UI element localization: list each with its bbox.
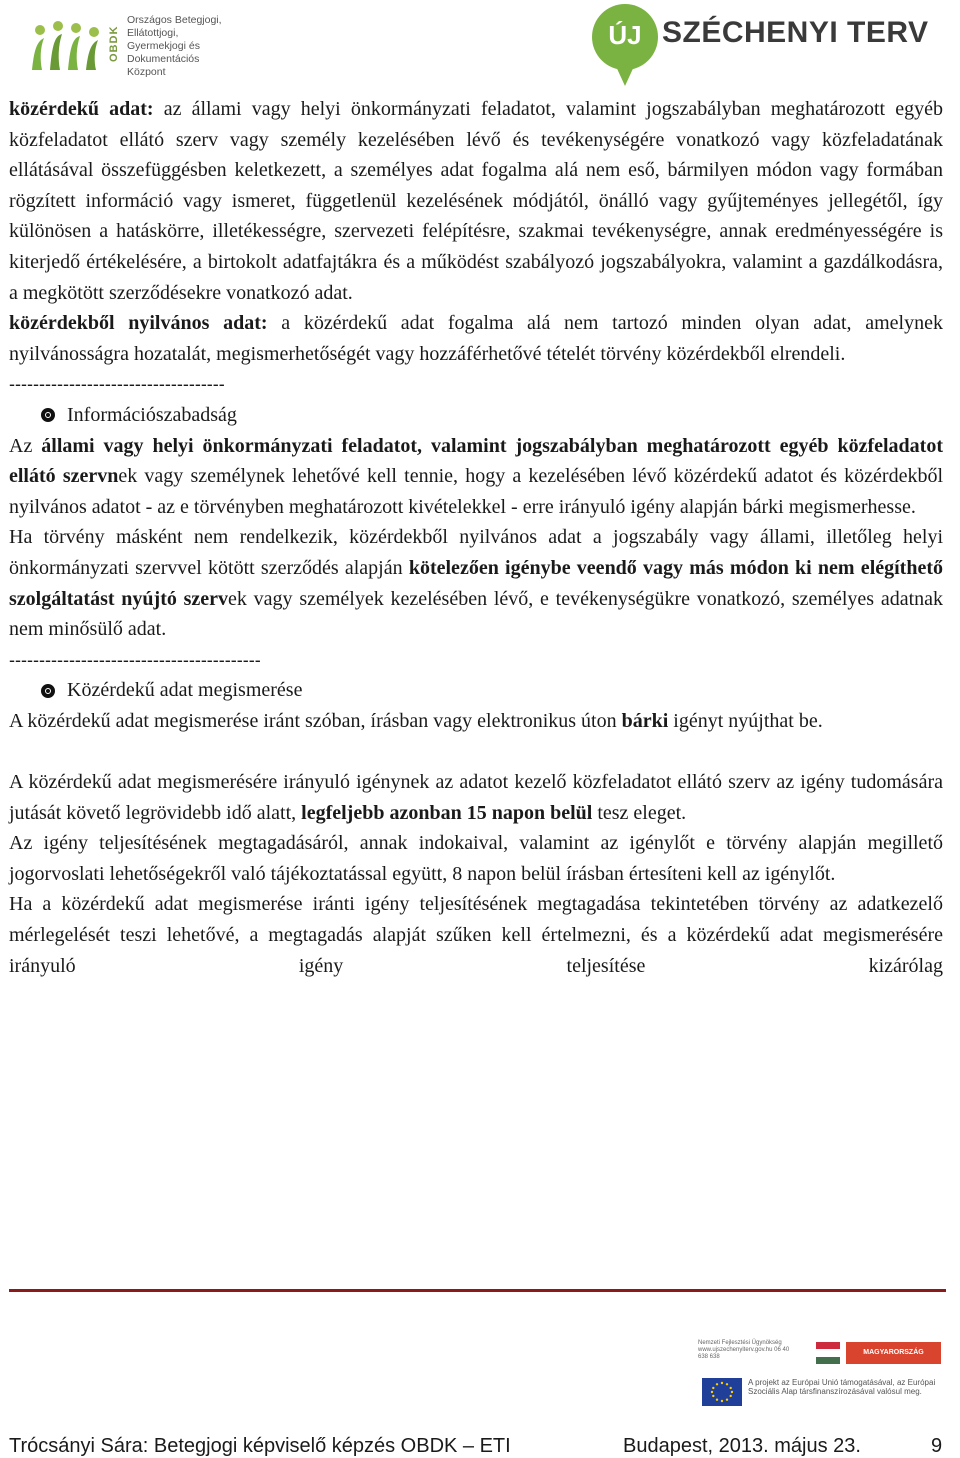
obdk-vertical-label: OBDK [108,25,120,63]
szechenyi-badge-pointer [614,62,636,86]
szechenyi-uj-label: ÚJ [608,20,642,50]
obdk-line: Ellátottjogi, Gyermekjogi és [127,27,200,52]
separator-line: ------------------------------------------ [9,649,261,670]
footer-date: Budapest, 2013. május 23. [623,1435,861,1457]
definition-text: az állami vagy helyi önkormányzati feladatot, valamint jogszabályban meghatározott egyéb közfeladatot ellátó szerv vagy személy kezelésében lévő és tevékenységére vonatkozó vagy közfeladatának ellátásával összefüggésben keletkezett, a személyes adat fogalma alá nem eső, bármilyen módon vagy formában rögzített információ vagy ismeret, függetlenül kezelésének módjától, önálló vagy gyűjteményes jellegétől, így különösen a hatáskörre, illetékességre, szervezeti felépítésre, szakmai tevékenységre, annak eredményességére is kiterjedő értékelésére, a birtokolt adatfajtákra és a működést szabályozó jogszabályokra, valamint a gazdálkodásra, a megkötött szerződésekre vonatkozó adat. [9,98,943,304]
text-run: ek vagy személynek lehetővé kell tennie, hogy a kezelésében lévő közérdekű adatot és közérdekből nyilvános adatot - az e törvényben meghatározott kivételekkel - erre irányuló igény alapján bárki megismerhesse. [9,465,944,518]
paragraph [9,767,943,828]
text-run: igényt nyújthat be. [668,709,823,732]
obdk-line: Dokumentációs Központ [127,53,200,78]
separator-line: ------------------------------------ [9,374,225,395]
text-run: A közérdekű adat megismerése iránt szóban, írásban vagy elektronikus úton [9,709,622,732]
definition-text: a közérdekű adat fogalma alá nem tartozó minden olyan adat, amelynek nyilvánosságra hozatalát, megismerhetőségét vagy hozzáférhetővé tételét törvény közérdekből elrendeli. [9,312,943,365]
eu-funding-notice: A projekt az Európai Unió támogatásával, az Európai Szociális Alap társfinanszírozásával valósul meg. [748,1378,936,1396]
bold-run: bárki [621,709,669,732]
definition-term: közérdekű adat: [9,98,154,120]
magyarorszag-megujul-logo: MAGYARORSZÁG MEGÚJUL [846,1342,941,1364]
bold-run: legfeljebb azonban 15 napon belül [301,801,593,824]
ring-bullet-icon [41,408,55,422]
document-body [9,94,943,981]
definition-term: közérdekből nyilvános adat: [9,312,268,335]
paragraph: Az igény teljesítésének megtagadásáról, annak indokaival, valamint az igénylőt e törvény alapján megillető jogorvoslati lehetőségekről való tájékoztatással együtt, 8 napon belül írásban értesíteni kell az igénylőt. [9,832,943,885]
blank-line [9,736,943,767]
obdk-organization-name [127,14,237,79]
section-heading-kozerdeku-adat-megismerese [9,675,943,706]
nfu-logo-text: Nemzeti Fejlesztési Ügynökség www.ujszechenyiterv.gov.hu 06 40 638 638 [698,1340,790,1360]
definition-kozerdeku-adat [9,94,943,308]
obdk-logo [26,4,226,80]
page-header [0,0,960,92]
footer-author-course: Trócsányi Sára: Betegjogi képviselő képzés OBDK – ETI [9,1435,511,1457]
section-heading-text: Információszabadság [67,403,237,426]
obdk-figures-icon [26,18,108,74]
text-run: tesz eleget. [592,801,687,824]
szechenyi-terv-logo [592,0,929,90]
section-heading-informacioszabadsag [9,400,943,431]
definition-kozerdekbol-nyilvanos-adat [9,308,943,369]
paragraph [9,431,943,523]
hungarian-flag-icon [816,1342,840,1364]
section-heading-text: Közérdekű adat megismerése [67,679,303,702]
bold-run: állami vagy helyi önkormányzati feladatot, valamint jogszabályban meghatározott egyéb közfeladatot ellátó szervn [9,434,943,488]
text-run: Ha törvény másként nem rendelkezik, közérdekből nyilvános adat a jogszabály vagy állami, illetőleg helyi önkormányzati szervvel kötött szerződés alapján [9,526,943,579]
footer-rule [9,1289,946,1292]
text-run: Az [9,434,42,457]
paragraph [9,706,943,737]
ring-bullet-icon [41,684,55,698]
text-run: ek vagy személyek kezelésében lévő, e tevékenységükre vonatkozó, személyes adatnak nem minősülő adat. [9,587,944,641]
eu-flag-icon [702,1378,742,1406]
page-number: 9 [931,1435,943,1457]
obdk-line: Országos Betegjogi, [127,14,222,26]
szechenyi-terv-title: SZÉCHENYI TERV [662,16,929,49]
bold-run: kötelezően igénybe veendő vagy más módon ki nem elégíthető szolgáltatást nyújtó szerv [9,556,943,610]
footer-sponsor-logos [698,1338,946,1418]
paragraph: Ha a közérdekű adat megismerése iránti igény teljesítésének megtagadása tekintetében törvény az adatkezelő mérlegelését teszi lehetővé, a megtagadás alapját szűken kell értelmezni, és a közérdekű adat megismerésére irányuló igény teljesítése kizárólag [9,893,943,977]
text-run: A közérdekű adat megismerésére irányuló igénynek az adatot kezelő közfeladatot ellátó szerv az igény tudomására jutását követő legrövidebb idő alatt, [9,771,943,824]
paragraph [9,522,943,644]
